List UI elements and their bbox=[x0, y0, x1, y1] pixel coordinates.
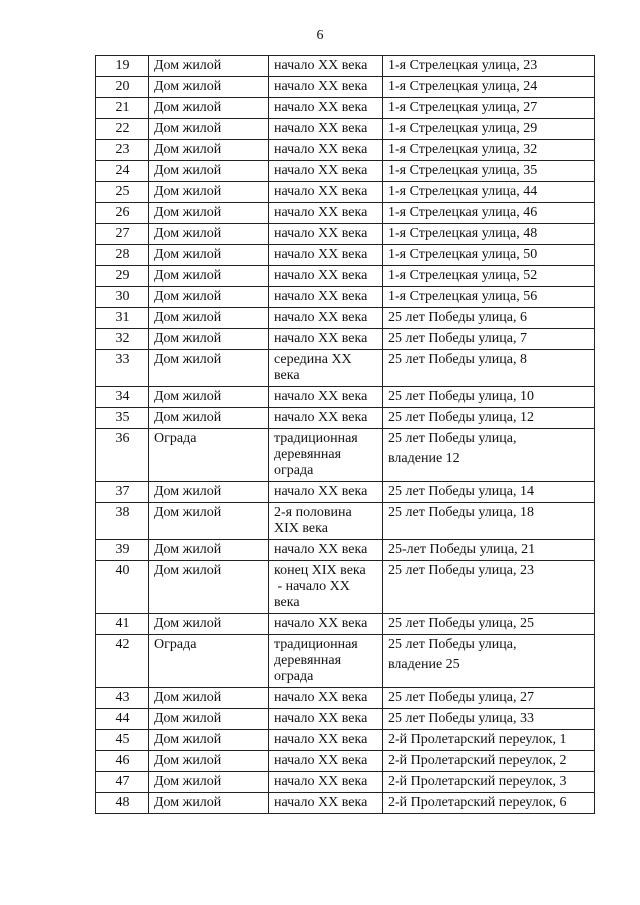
table-row bbox=[96, 408, 595, 429]
table-row bbox=[96, 561, 595, 614]
row-number: 42 bbox=[96, 635, 149, 688]
dating-line: начало XX века bbox=[274, 410, 368, 425]
table-row bbox=[96, 98, 595, 119]
object-dating bbox=[269, 772, 383, 793]
row-number: 37 bbox=[96, 482, 149, 503]
row-number: 44 bbox=[96, 709, 149, 730]
address-line: 25 лет Победы улица, 18 bbox=[388, 505, 534, 520]
object-dating bbox=[269, 561, 383, 614]
address-line: 2-й Пролетарский переулок, 1 bbox=[388, 732, 567, 747]
object-type: Дом жилой bbox=[149, 329, 269, 350]
object-address bbox=[383, 56, 595, 77]
row-number: 32 bbox=[96, 329, 149, 350]
object-type: Дом жилой bbox=[149, 793, 269, 814]
dating-line: начало XX века bbox=[274, 205, 368, 220]
dating-line: начало XX века bbox=[274, 163, 368, 178]
object-address bbox=[383, 709, 595, 730]
object-type: Дом жилой bbox=[149, 408, 269, 429]
address-line: 1-я Стрелецкая улица, 32 bbox=[388, 142, 538, 157]
table-row bbox=[96, 635, 595, 688]
object-address bbox=[383, 77, 595, 98]
address-line: 25-лет Победы улица, 21 bbox=[388, 542, 536, 557]
dating-line: начало XX века bbox=[274, 484, 368, 499]
address-line: 2-й Пролетарский переулок, 3 bbox=[388, 774, 567, 789]
object-address bbox=[383, 614, 595, 635]
dating-line: - начало XX bbox=[274, 579, 350, 594]
dating-line: начало XX века bbox=[274, 616, 368, 631]
table-body bbox=[96, 56, 595, 814]
dating-line: ограда bbox=[274, 463, 314, 478]
object-dating bbox=[269, 408, 383, 429]
address-line: 25 лет Победы улица, 12 bbox=[388, 410, 534, 425]
address-line: 25 лет Победы улица, bbox=[388, 431, 517, 446]
address-line: 1-я Стрелецкая улица, 56 bbox=[388, 289, 538, 304]
dating-line: XIX века bbox=[274, 521, 328, 536]
row-number: 39 bbox=[96, 540, 149, 561]
dating-line: начало XX века bbox=[274, 795, 368, 810]
object-type: Ограда bbox=[149, 635, 269, 688]
object-dating bbox=[269, 245, 383, 266]
table-row bbox=[96, 730, 595, 751]
object-address bbox=[383, 688, 595, 709]
table-row bbox=[96, 266, 595, 287]
address-line: 1-я Стрелецкая улица, 50 bbox=[388, 247, 538, 262]
object-type: Дом жилой bbox=[149, 224, 269, 245]
object-dating bbox=[269, 140, 383, 161]
object-dating bbox=[269, 119, 383, 140]
object-dating bbox=[269, 635, 383, 688]
object-type: Дом жилой bbox=[149, 350, 269, 387]
row-number: 23 bbox=[96, 140, 149, 161]
object-address bbox=[383, 408, 595, 429]
row-number: 20 bbox=[96, 77, 149, 98]
object-address bbox=[383, 266, 595, 287]
table-row bbox=[96, 140, 595, 161]
table-row bbox=[96, 350, 595, 387]
table-row bbox=[96, 387, 595, 408]
address-line: 2-й Пролетарский переулок, 6 bbox=[388, 795, 567, 810]
object-address bbox=[383, 751, 595, 772]
object-type: Дом жилой bbox=[149, 119, 269, 140]
object-type: Дом жилой bbox=[149, 540, 269, 561]
table-row bbox=[96, 224, 595, 245]
address-line: 1-я Стрелецкая улица, 27 bbox=[388, 100, 538, 115]
address-line: 1-я Стрелецкая улица, 48 bbox=[388, 226, 538, 241]
object-address bbox=[383, 308, 595, 329]
object-address bbox=[383, 245, 595, 266]
object-address bbox=[383, 350, 595, 387]
object-dating bbox=[269, 614, 383, 635]
table-row bbox=[96, 482, 595, 503]
row-number: 36 bbox=[96, 429, 149, 482]
dating-line: начало XX века bbox=[274, 331, 368, 346]
row-number: 22 bbox=[96, 119, 149, 140]
address-line: 1-я Стрелецкая улица, 24 bbox=[388, 79, 538, 94]
row-number: 29 bbox=[96, 266, 149, 287]
object-type: Дом жилой bbox=[149, 709, 269, 730]
object-address bbox=[383, 772, 595, 793]
row-number: 43 bbox=[96, 688, 149, 709]
object-type: Дом жилой bbox=[149, 730, 269, 751]
row-number: 34 bbox=[96, 387, 149, 408]
object-type: Дом жилой bbox=[149, 387, 269, 408]
row-number: 35 bbox=[96, 408, 149, 429]
table-row bbox=[96, 203, 595, 224]
dating-line: начало XX века bbox=[274, 121, 368, 136]
dating-line: традиционная bbox=[274, 431, 358, 446]
object-address bbox=[383, 730, 595, 751]
object-type: Дом жилой bbox=[149, 161, 269, 182]
address-line: 25 лет Победы улица, 33 bbox=[388, 711, 534, 726]
address-line: 25 лет Победы улица, 7 bbox=[388, 331, 527, 346]
object-dating bbox=[269, 98, 383, 119]
dating-line: начало XX века bbox=[274, 753, 368, 768]
object-type: Дом жилой bbox=[149, 77, 269, 98]
object-dating bbox=[269, 308, 383, 329]
address-line: 25 лет Победы улица, 14 bbox=[388, 484, 534, 499]
object-type: Ограда bbox=[149, 429, 269, 482]
heritage-objects-table bbox=[95, 55, 595, 814]
dating-line: середина XX bbox=[274, 352, 352, 367]
address-line: 25 лет Победы улица, 10 bbox=[388, 389, 534, 404]
object-address bbox=[383, 540, 595, 561]
dating-line: начало XX века bbox=[274, 100, 368, 115]
dating-line: начало XX века bbox=[274, 389, 368, 404]
dating-line: начало XX века bbox=[274, 226, 368, 241]
object-dating bbox=[269, 751, 383, 772]
table-row bbox=[96, 329, 595, 350]
row-number: 26 bbox=[96, 203, 149, 224]
object-address bbox=[383, 793, 595, 814]
object-address bbox=[383, 429, 595, 482]
table-row bbox=[96, 688, 595, 709]
address-line: 25 лет Победы улица, 25 bbox=[388, 616, 534, 631]
address-line: 25 лет Победы улица, bbox=[388, 637, 517, 652]
object-dating bbox=[269, 540, 383, 561]
row-number: 38 bbox=[96, 503, 149, 540]
table-row bbox=[96, 503, 595, 540]
object-address bbox=[383, 119, 595, 140]
table-row bbox=[96, 751, 595, 772]
object-address bbox=[383, 98, 595, 119]
address-line: 1-я Стрелецкая улица, 52 bbox=[388, 268, 538, 283]
table-row bbox=[96, 161, 595, 182]
dating-line: 2-я половина bbox=[274, 505, 352, 520]
address-line: 1-я Стрелецкая улица, 23 bbox=[388, 58, 538, 73]
object-dating bbox=[269, 182, 383, 203]
object-type: Дом жилой bbox=[149, 98, 269, 119]
address-line: 1-я Стрелецкая улица, 46 bbox=[388, 205, 538, 220]
object-dating bbox=[269, 161, 383, 182]
object-address bbox=[383, 635, 595, 688]
object-type: Дом жилой bbox=[149, 203, 269, 224]
row-number: 31 bbox=[96, 308, 149, 329]
dating-line: традиционная bbox=[274, 637, 358, 652]
dating-line: начало XX века bbox=[274, 268, 368, 283]
object-dating bbox=[269, 482, 383, 503]
table-row bbox=[96, 308, 595, 329]
object-type: Дом жилой bbox=[149, 287, 269, 308]
row-number: 19 bbox=[96, 56, 149, 77]
table-row bbox=[96, 793, 595, 814]
address-line: 25 лет Победы улица, 23 bbox=[388, 563, 534, 578]
object-type: Дом жилой bbox=[149, 182, 269, 203]
object-type: Дом жилой bbox=[149, 245, 269, 266]
object-address bbox=[383, 503, 595, 540]
table-row bbox=[96, 772, 595, 793]
row-number: 40 bbox=[96, 561, 149, 614]
page-number: 6 bbox=[316, 28, 324, 43]
table-row bbox=[96, 614, 595, 635]
object-address bbox=[383, 182, 595, 203]
object-type: Дом жилой bbox=[149, 140, 269, 161]
dating-line: ограда bbox=[274, 669, 314, 684]
object-address bbox=[383, 161, 595, 182]
dating-line: начало XX века bbox=[274, 542, 368, 557]
object-dating bbox=[269, 429, 383, 482]
dating-line: начало XX века bbox=[274, 732, 368, 747]
object-type: Дом жилой bbox=[149, 482, 269, 503]
object-type: Дом жилой bbox=[149, 56, 269, 77]
row-number: 33 bbox=[96, 350, 149, 387]
object-dating bbox=[269, 287, 383, 308]
dating-line: начало XX века bbox=[274, 79, 368, 94]
row-number: 21 bbox=[96, 98, 149, 119]
address-line: 1-я Стрелецкая улица, 29 bbox=[388, 121, 538, 136]
object-address bbox=[383, 140, 595, 161]
dating-line: деревянная bbox=[274, 447, 342, 462]
object-address bbox=[383, 561, 595, 614]
table-row bbox=[96, 540, 595, 561]
row-number: 25 bbox=[96, 182, 149, 203]
dating-line: начало XX века bbox=[274, 711, 368, 726]
object-type: Дом жилой bbox=[149, 772, 269, 793]
table-row bbox=[96, 119, 595, 140]
table-row bbox=[96, 182, 595, 203]
dating-line: начало XX века bbox=[274, 774, 368, 789]
dating-line: деревянная bbox=[274, 653, 342, 668]
dating-line: начало XX века bbox=[274, 247, 368, 262]
object-dating bbox=[269, 56, 383, 77]
object-dating bbox=[269, 266, 383, 287]
object-dating bbox=[269, 503, 383, 540]
dating-line: начало XX века bbox=[274, 289, 368, 304]
object-type: Дом жилой bbox=[149, 503, 269, 540]
object-dating bbox=[269, 730, 383, 751]
dating-line: начало XX века bbox=[274, 58, 368, 73]
dating-line: начало XX века bbox=[274, 184, 368, 199]
address-line: 1-я Стрелецкая улица, 44 bbox=[388, 184, 538, 199]
dating-line: начало XX века bbox=[274, 690, 368, 705]
table-row bbox=[96, 245, 595, 266]
object-type: Дом жилой bbox=[149, 614, 269, 635]
row-number: 45 bbox=[96, 730, 149, 751]
dating-line: века bbox=[274, 595, 300, 610]
object-dating bbox=[269, 709, 383, 730]
object-dating bbox=[269, 77, 383, 98]
row-number: 41 bbox=[96, 614, 149, 635]
object-address bbox=[383, 287, 595, 308]
table-row bbox=[96, 56, 595, 77]
object-type: Дом жилой bbox=[149, 308, 269, 329]
address-line: владение 12 bbox=[388, 451, 460, 466]
row-number: 30 bbox=[96, 287, 149, 308]
dating-line: века bbox=[274, 368, 300, 383]
dating-line: конец XIX века bbox=[274, 563, 366, 578]
object-address bbox=[383, 482, 595, 503]
row-number: 47 bbox=[96, 772, 149, 793]
object-dating bbox=[269, 224, 383, 245]
row-number: 28 bbox=[96, 245, 149, 266]
row-number: 27 bbox=[96, 224, 149, 245]
address-line: 25 лет Победы улица, 27 bbox=[388, 690, 534, 705]
object-address bbox=[383, 329, 595, 350]
object-dating bbox=[269, 688, 383, 709]
object-dating bbox=[269, 387, 383, 408]
object-address bbox=[383, 224, 595, 245]
dating-line: начало XX века bbox=[274, 142, 368, 157]
object-dating bbox=[269, 203, 383, 224]
dating-line: начало XX века bbox=[274, 310, 368, 325]
object-address bbox=[383, 203, 595, 224]
object-type: Дом жилой bbox=[149, 688, 269, 709]
table-row bbox=[96, 429, 595, 482]
object-dating bbox=[269, 793, 383, 814]
address-line: 2-й Пролетарский переулок, 2 bbox=[388, 753, 567, 768]
row-number: 46 bbox=[96, 751, 149, 772]
address-line: 25 лет Победы улица, 6 bbox=[388, 310, 527, 325]
table-row bbox=[96, 77, 595, 98]
row-number: 24 bbox=[96, 161, 149, 182]
table-row bbox=[96, 287, 595, 308]
row-number: 48 bbox=[96, 793, 149, 814]
object-dating bbox=[269, 350, 383, 387]
address-line: 25 лет Победы улица, 8 bbox=[388, 352, 527, 367]
address-line: владение 25 bbox=[388, 657, 460, 672]
table-row bbox=[96, 709, 595, 730]
object-type: Дом жилой bbox=[149, 561, 269, 614]
address-line: 1-я Стрелецкая улица, 35 bbox=[388, 163, 538, 178]
object-dating bbox=[269, 329, 383, 350]
object-address bbox=[383, 387, 595, 408]
object-type: Дом жилой bbox=[149, 751, 269, 772]
object-type: Дом жилой bbox=[149, 266, 269, 287]
